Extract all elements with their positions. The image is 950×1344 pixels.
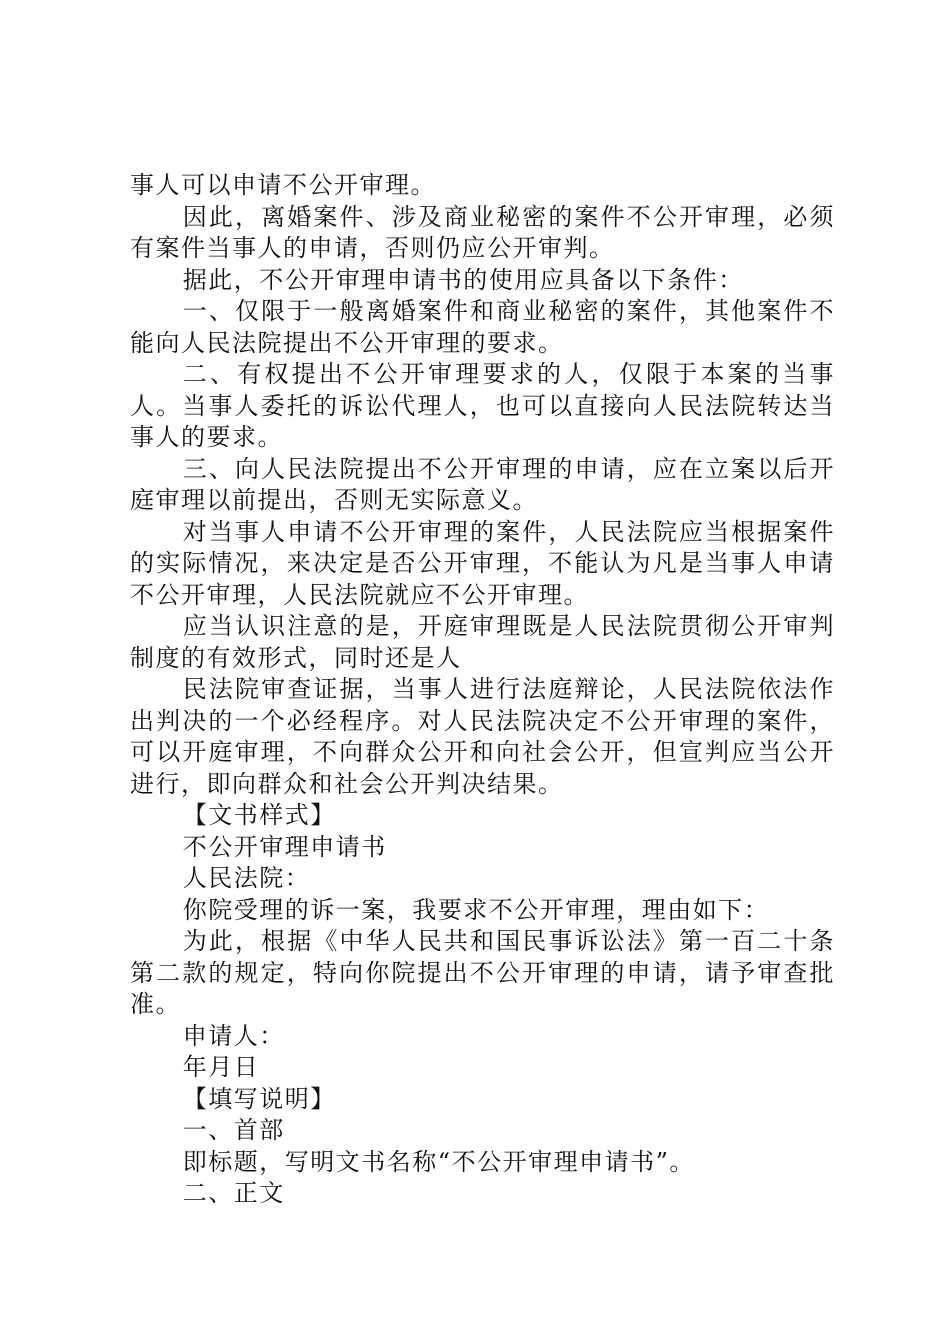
template-body: 你院受理的诉一案，我要求不公开审理，理由如下： (182, 895, 770, 924)
instruction-item: 二、正文 (182, 1179, 285, 1207)
template-date: 年月日 (182, 1053, 260, 1081)
instruction-item: 即标题，写明文书名称“不公开审理申请书”。 (182, 1147, 695, 1176)
paragraph: 三、向人民法院提出不公开审理的申请，应在立案以后开庭审理以前提出，否则无实际意义。 (130, 454, 835, 514)
paragraph: 二、有权提出不公开审理要求的人，仅限于本案的当事人。当事人委托的诉讼代理人，也可以直接向人民法院转达当事人的要求。 (130, 360, 835, 451)
paragraph: 应当认识注意的是，开庭审理既是人民法院贯彻公开审判制度的有效形式，同时还是人 (130, 612, 835, 672)
paragraph: 据此，不公开审理申请书的使用应具备以下条件： (182, 265, 744, 294)
paragraph: 因此，离婚案件、涉及商业秘密的案件不公开审理，必须有案件当事人的申请，否则仍应公开审判。 (130, 202, 835, 262)
section-heading-instructions: 【填写说明】 (182, 1084, 336, 1113)
paragraph: 民法院审查证据，当事人进行法庭辩论，人民法院依法作出判决的一个必经程序。对人民法院决定不公开审理的案件，可以开庭审理，不向群众公开和向社会公开，但宣判应当公开进行，即向群众和社会公开判决结果。 (130, 675, 835, 798)
document-body (130, 170, 835, 1210)
instruction-item: 一、首部 (182, 1116, 285, 1144)
template-applicant: 申请人： (182, 1021, 285, 1050)
template-body: 为此，根据《中华人民共和国民事诉讼法》第一百二十条第二款的规定，特向你院提出不公开审理的申请，请予审查批准。 (130, 927, 835, 1018)
template-title: 不公开审理申请书 (182, 832, 387, 861)
paragraph: 事人可以申请不公开审理。 (130, 171, 436, 199)
paragraph: 一、仅限于一般离婚案件和商业秘密的案件，其他案件不能向人民法院提出不公开审理的要求。 (130, 297, 835, 357)
section-heading-template: 【文书样式】 (182, 801, 336, 829)
template-addressee: 人民法院： (182, 864, 311, 892)
paragraph: 对当事人申请不公开审理的案件，人民法院应当根据案件的实际情况，来决定是否公开审理，不能认为凡是当事人申请不公开审理，人民法院就应不公开审理。 (130, 517, 835, 609)
